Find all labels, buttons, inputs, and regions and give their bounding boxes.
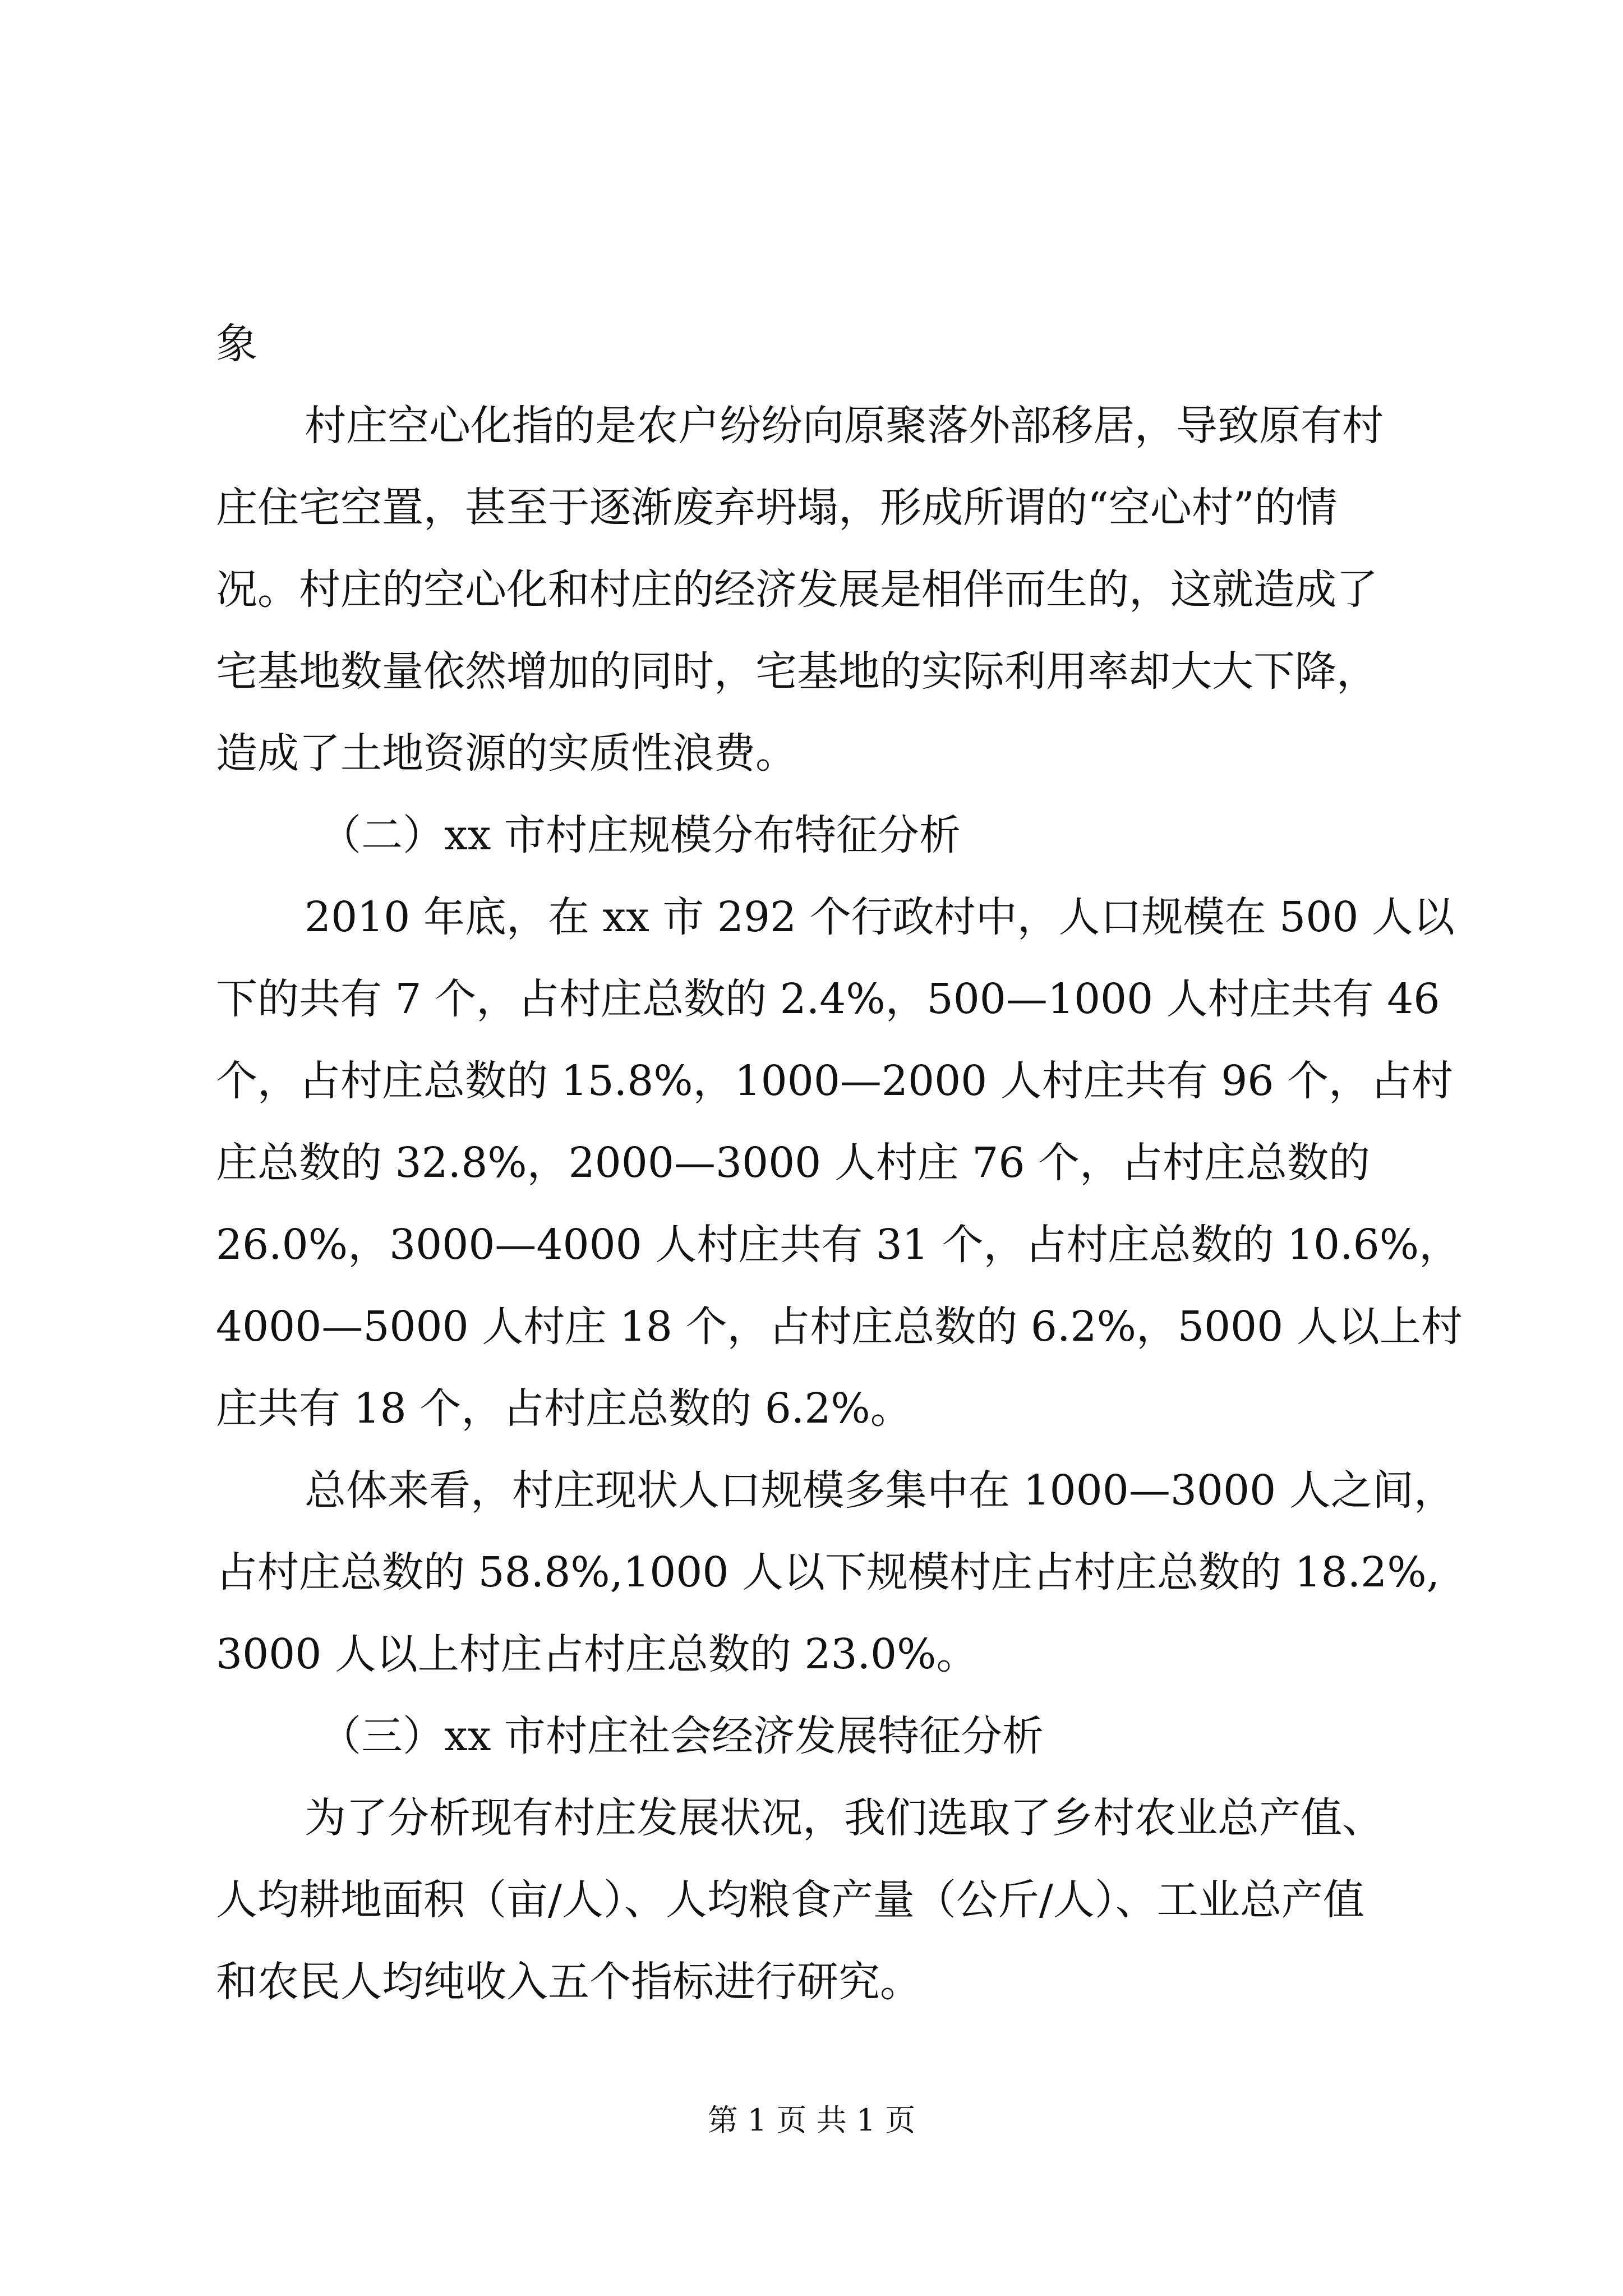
text-line: 宅基地数量依然增加的同时，宅基地的实际利用率却大大下降，	[216, 647, 1378, 696]
text-line: 庄总数的 32.8%，2000—3000 人村庄 76 个，占村庄总数的	[216, 1139, 1370, 1187]
text-line: 26.0%，3000—4000 人村庄共有 31 个，占村庄总数的 10.6%，	[216, 1221, 1461, 1269]
text-line: 人均耕地面积（亩/人）、人均粮食产量（公斤/人）、工业总产值	[216, 1876, 1364, 1924]
text-line: 村庄空心化指的是农户纷纷向原聚落外部移居，导致原有村	[305, 402, 1384, 450]
section-heading: （二）xx 市村庄规模分布特征分析	[320, 811, 961, 859]
text-line: 况。村庄的空心化和村庄的经济发展是相伴而生的，这就造成了	[216, 565, 1378, 614]
section-heading: （三）xx 市村庄社会经济发展特征分析	[320, 1712, 1044, 1760]
document-body	[216, 303, 1478, 2023]
page-footer: 第 1 页 共 1 页	[707, 2102, 916, 2138]
text-line: 造成了土地资源的实质性浪费。	[216, 729, 797, 777]
text-line: 4000—5000 人村庄 18 个，占村庄总数的 6.2%，5000 人以上村	[216, 1303, 1463, 1351]
text-line: 总体来看，村庄现状人口规模多集中在 1000—3000 人之间，	[305, 1466, 1455, 1515]
text-line: 占村庄总数的 58.8%,1000 人以下规模村庄占村庄总数的 18.2%,	[216, 1548, 1440, 1596]
text-line: 个，占村庄总数的 15.8%，1000—2000 人村庄共有 96 个，占村	[216, 1057, 1453, 1105]
text-line: 庄住宅空置，甚至于逐渐废弃坍塌，形成所谓的“空心村”的情	[216, 484, 1338, 532]
text-line: 庄共有 18 个，占村庄总数的 6.2%。	[216, 1384, 912, 1433]
text-line: 和农民人均纯收入五个指标进行研究。	[216, 1958, 921, 2006]
text-line: 3000 人以上村庄占村庄总数的 23.0%。	[216, 1630, 978, 1678]
text-line: 为了分析现有村庄发展状况，我们选取了乡村农业总产值、	[305, 1794, 1384, 1842]
text-line: 象	[216, 320, 257, 368]
text-line: 下的共有 7 个，占村庄总数的 2.4%，500—1000 人村庄共有 46	[216, 975, 1440, 1023]
text-line: 2010 年底，在 xx 市 292 个行政村中，人口规模在 500 人以	[305, 893, 1455, 941]
